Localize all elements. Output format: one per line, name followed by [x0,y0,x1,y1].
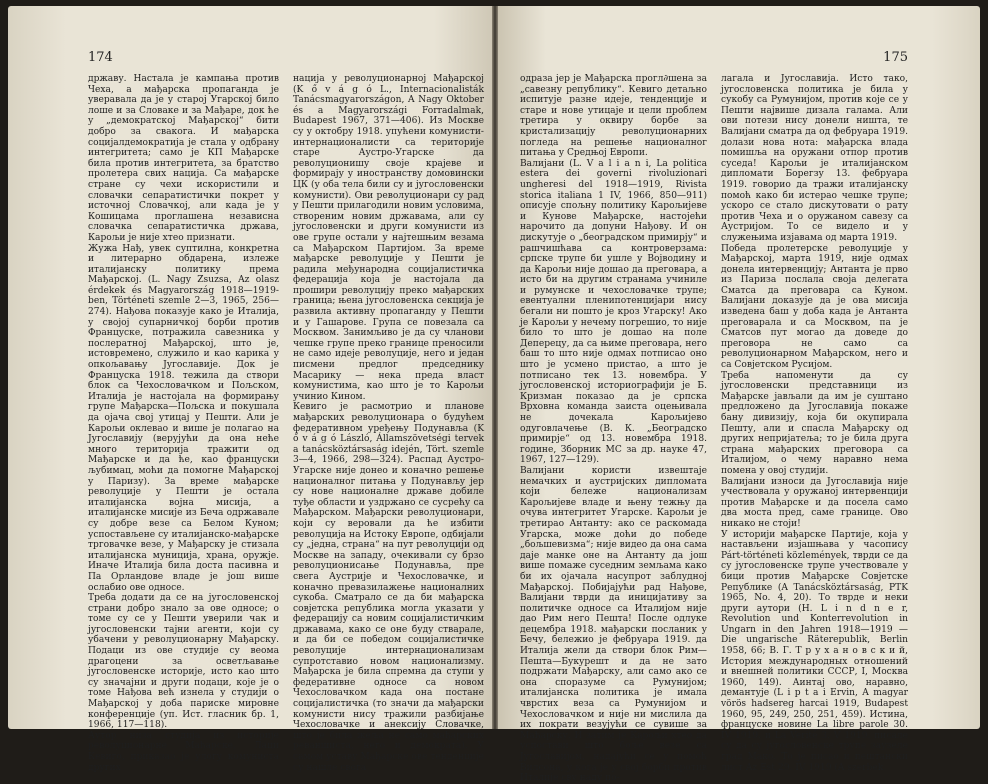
text-column-1: одраза јер је Мађарска прогл∂шена за „савезну републику“. Кевиго детаљно испитује разне идеје, тенденције и старе и нове утицаје и цели проблем третира у оквиру борбе за кристализацију револуционарних погледа на решење националног питања у Средњој Европи. Валијани (L. V a l i a n i, La politica estera dei governi rivoluzionari ungheresi del 1918—1919, Rivista storica italiana 1 IV, 1966, 850—911) описује спољну политику Карољијеве и Кунове Мађарске, настојећи нарочито да допуни Нађову. И он дискутује о „београдском примирју“ и рашчишћава са контроверзама: српске трупе би ушле у Војводину и да Карољи није дошао да преговара, а исто би на другим странама учиниле и румунске и чехословачке трупе; евентуални пленипотенцијари нису бегали ни пошто је кроз Угарску! Ако је Карољи у нечему погрешио, то није било то што је дошао на поле Деперецу, да са њиме преговара, него баш то што није одмах потписао оно што је усмено пристао, а што је потписано тек 13. новембра. У југословенској историографији је Б. Кризман показао да је српска Врховна команда заиста оцењивала не дочекала Карољијево одуговлачење (В. К. „Београдско примирје“ од 13. новембра 1918. године, Зборник МС за др. науке 47, 1967, 127—129). Валијани користи извештаје немачких и аустријских дипломата који бележе национализам Карољијеве владе и њену тежњу да очува интегритет Угарске. Карољи је третирао Антанту: ако се раскомада Угарска, може доћи до победе „бољшевизма“; није видео да она сама даје манке оне на Антанту да још више помаже суседним земљама како би их ојачала насупрот заблудној Мађарској. Побијајући рад Нађове, Валијани тврди да иницијативу за политичке односе са Италијом није дао Рим него Пешта! После одлуке децембра 1918. мађарски посланик у Бечу, бележио је фебруара 1919. да Италија жели да створи блок Рим—Пешта—Букурешт и да не зато подржати Мађарску, али само ако се она споразуме са Румунијом; италијанска политика је имала чврстих веза са Румунијом и Чехословачком и није ни мислила да их пократи везујући се сувише за Мађарску. И затим је Карољи хтео да успостави што боље везе са Југославијом, надајући се у помоћ Вилсона, у кога је у свој борби против Италије сву наду по- [520,74,707,784]
left-page [8,6,492,773]
page-number: 175 [883,50,908,65]
text-column-2: нација у револуционарној Мађарској (K ő v á g ó L., Internacionalisták Tanácsmagyarországon, A Nagy Oktober és a Magyarországi Forradalmak, Budapest 1967, 371—406). Из Москве су у октобру 1918. упућени комунисти-интернационалисти са територије старе Аустро-Угарске да револуционишу своје крајеве и формирају у иностранству домовински ЦК (у оба тела били су и југословенски комунисти). Ови револуционари су рад у Пешти прилагодили новим условима, створеним новим државама, али су југословенски и други комунисти из ове групе остали у најтешњим везама са Мађарском Партијом. За време мађарске револуције у Пешти је радила међународна социјалистичка федерација која је настојала да прошири револуцију преко мађарских граница; њена југословенска секција је развила активну пропаганду у Пешти и у Гашарове. Група се повезала са Москвом. Занимљиво је да су чланови чешке групе преко границе преносили не само идеје револуције, него и један писмени предлог председнику Масарику — нека преда власт комунистима, као што је то Карољи учинио Кином. Кевиго је расмотрио и планове мађарских револуционара о будућем федеративном уређењу Подунавља (K ő v á g ó László, Államszövetségi tervek a tanácsköztársaság idején, Tört. szemle 3—4, 1966, 298—324). Распад Аустро-Угарске није донео и коначно решење националног питања у Подунављу јер су нове националне државе добиле туђе области и уздржано се сусрећу са Мађарском. Мађарски револуционари, који су веровали да ће избити револуција на Истоку Европе, одбијали су „једна, страна“ на пут револуцији од Москве на западу, очекивали су брзо револуционисање Подунавља, пре свега Аустрије и Чехословачке, и коначно превазилажење националних сукоба. Сматрало се да би мађарска совјетска република могла указати у федерацију са новим социјалистичким државама, како се оне буду стварале, и да би се победом социјалистичке револуције интернационализам супротставио новом национализму. Мађарска је била спремна да ступи у федеративне односе са новом Чехословачком када она постане социјалистичка (то значи да мађарски комунисти нису тражили разбијање Чехословачке и анексију Словачке, што је била жеља не само мађарских реваншиста, него и демократа). У самом уставу Мађарске ове тенденције су нашле свога [293,74,484,773]
text-columns [520,74,908,784]
text-columns [88,74,484,773]
page-number: 174 [88,50,113,65]
book-spread [8,6,980,784]
text-column-2: лагала и Југославија. Исто тако, југословенска политика је била у сукобу са Румунијом, против које се у Пешти највише дизала галама. Али ови потези нису донели ништа, те Валијани сматра да од фебруара 1919. долази нова нота: мађарска влада помишља на оружани отпор против суседа! Карољи је италијанском дипломати Борегзу 13. фебруара 1919. говорио да тражи италијанску помоћ како би истерао чешке трупе; ускоро се стало дискутовати о рату против Чеха и о оружаном савезу са Аустријом. То се видело и у служењима изјавама од марта 1919. Победа пролетерске револуције у Мађарској, марта 1919, није одмах донела интервенцију; Антанта је прво из Париза послала своја делегата Сматса да преговара са Куном. Валијани доказује да је ова мисија изведена баш у доба када је Антанта преговарала и са Москвом, па је Сматсов пут могао да доведе до преговора не само са револуционарном Мађарском, него и са Совјетском Русијом. Треба напоменути да су југословенски представници из Мађарске јављали да им је суштано предложено да Југославија покаже бану дивизију, која би окупирала Пешту, али и спасла Мађарску од других непријатеља; то је била друга страна мађарских преговора са Италијом, о чему наравно нема помена у овој студији. Валијани износи да Југославија није учествовала у оружаној интервенцији против Мађарске и да посела само два моста пред, саме границе. Ово никако не стоји! У историји мађарске Партије, која у настављени изјашњава у часопису Párt-történeti közlemények, тврди се да су југословенске трупе учествовале у бици против Мађарске Совјетске Републике (A Tanácsköztársaság, PTK 1965, No. 4, 20). То тврде и неки други аутори (H. L i n d n e r, Revolution und Konterrevolution in Ungarn in den Jahren 1918—1919 — Die ungarische Räterepublik, Berlin 1958, 66; В. Г. Т р у х а н о в с к и й, История международных отношений и внешней политики СССР, I, Москва 1960, 149). Аинтај ово, наравно, демантује (L i p t a i Ervin, A magyar vörös hadsereg harcai 1919, Budapest 1960, 95, 249, 250, 251, 459). Истина, француске новине La libre parole 30. IV 1919. и La Verité 3. V 1919. писале су да су југословенске трупе заузеле град Мако. То је писао и пештански лист Az Est 29. IV 1919 (A szerbek [721,74,908,773]
text-column-1: државу. Настала је кампања против Чеха, а мађарска пропаганда је уверавала да је у старој Угарској било лоше и за Словаке и за Мађаре, док ће у „демократској Мађарској“ бити добро за свакога. И мађарска социјалдемократија је стала у одбрану интегритета; само је КП Мађарске била против интегритета, за братство пролетера свих нација. Са мађарске стране су чехи искористили и словачки сепаратистички покрет у источној Словачкој, али када је у Кошицама проглашена независна словачка сепаратистичка држава, Карољи је није хтео признати. Жужа Нађ, увек суптилна, конкретна и литерарно обдарена, излеже италијанску политику према Мађарској. (L. Nagy Zsuzsa, Az olasz érdekek és Magyarország 1918—1919-ben, Történeti szemle 2—3, 1965, 256—274). Нађова показује како је Италија, у својој супарничкој борби против Француске, потражила савезника у послератној Мађарској, што је, истовремено, служило и као карика у опкољавању Југославије. Док је Француска 1918. тежила да створи блок са Чехословачком и Пољском, Италија је настојала на формирању групе Мађарска—Пољска и покушала да ојача свој утицај у Пешти. Али је Карољи оклевао и више је полагао на Југославију (верујући да она неће много територија тражити од Мађарске и да ће, као француски љубимац, моћи да помогне Мађарској у Паризу). За време мађарске револуције у Пешти је остала италијанска војна мисија, а италијанске мисије из Беча одржавале су добре везе са Белом Куном; успостављене су италијанско-мађарске трговачке везе, у Мађарску је стизала италијанска муниција, храна, оружје. Иначе Италија била доста пасивна и Па Орландове владе је још више ослабио ове односе. Треба додати да се на југословенској страни добро знало за ове односе; о томе су се у Пешти уверили чак и југословенски тајни агенти, који су убачени у револуционарну Мађарску. Подаци из ове студије су веома драгоцени за осветљавање југословенске историје, исто као што су значајни и други подаци, које је о томе Нађова већ изнела у студији о Мађарској у доба париске мировне конференције (уп. Ист. гласник бр. 1, 1966, 117—118). Аутор низа студија из историје револуционарне Мађарске, Лаци Кевиго, приказао је улогу комуниста других [88,74,279,773]
right-page [498,6,980,784]
